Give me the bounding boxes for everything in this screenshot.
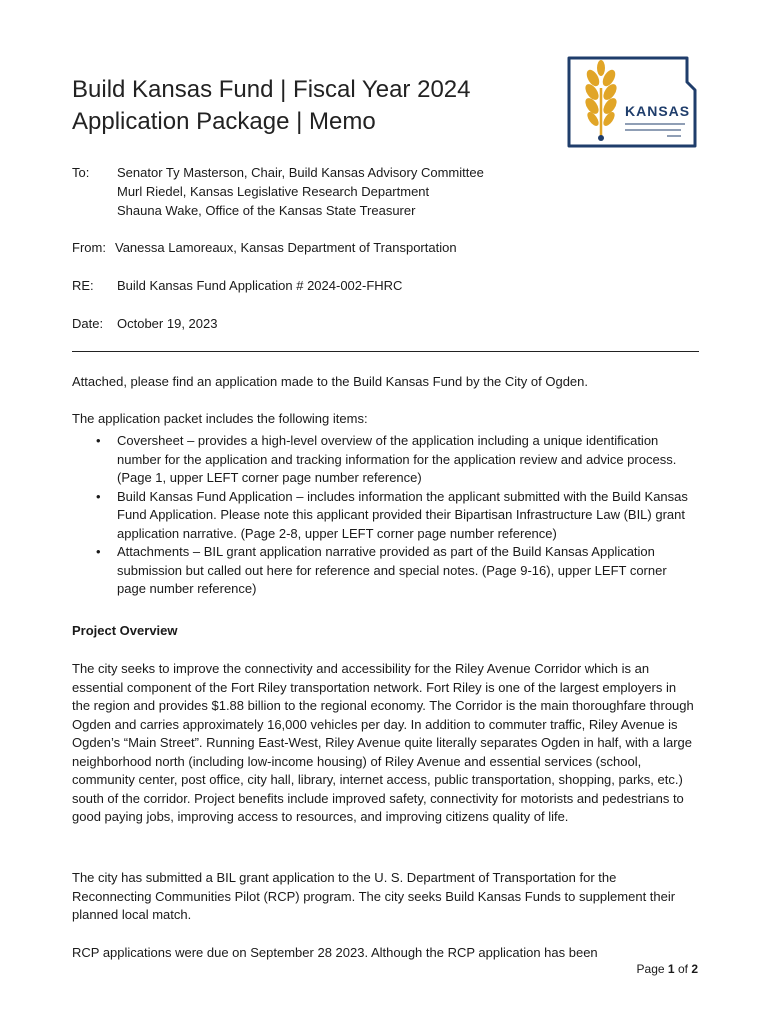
overview-text-3: RCP applications were due on September 28 2023. Although the RCP application has been (72, 945, 598, 960)
overview-paragraph-2 (72, 869, 697, 925)
overview-paragraph-3 (72, 944, 697, 963)
date-label: Date: (72, 316, 104, 331)
title-line-2: Application Package | Memo (72, 108, 376, 135)
to-label: To: (72, 165, 90, 180)
re-label: RE: (72, 278, 94, 293)
wheat-on-kansas-map-icon (555, 52, 705, 150)
recipient-2: Murl Riedel, Kansas Legislative Research Department (117, 184, 430, 199)
of-word: of (677, 962, 688, 976)
overview-text-2: The city has submitted a BIL grant application to the U. S. Department of Transportation for the Reconnecting Communities Pilot (RCP) program. The city seeks Build Kansas Funds to supplement their planned local match. (72, 870, 676, 922)
recipient-1: Senator Ty Masterson, Chair, Build Kansas Advisory Committee (117, 165, 484, 180)
memo-re-row (72, 276, 403, 295)
page-number (637, 962, 698, 976)
intro-paragraph (72, 373, 697, 392)
memo-date-row (72, 314, 218, 333)
date-value: October 19, 2023 (117, 316, 218, 331)
page-title (72, 74, 532, 138)
packet-items-list (72, 432, 697, 599)
packet-intro-paragraph (72, 410, 697, 429)
build-kansas-logo (555, 52, 705, 150)
intro-text: Attached, please find an application made to the Build Kansas Fund by the City of Ogden. (72, 374, 588, 389)
list-item-text: Build Kansas Fund Application – includes information the applicant submitted with the Build Kansas Fund Application. Please note this applicant provided their Bipartisan Infrastructure Law (BIL) grant application narrative. (Page 2-8, upper LEFT corner page number reference) (117, 488, 688, 541)
memo-recipients (117, 163, 484, 220)
list-item-text: Coversheet – provides a high-level overview of the application including a unique identification number for the application and tracking information for the application review and advice process. (Page 1, upper LEFT corner page number reference) (117, 433, 677, 485)
title-line-1: Build Kansas Fund | Fiscal Year 2024 (72, 76, 471, 103)
list-item (72, 432, 697, 488)
from-label: From: (72, 240, 106, 255)
overview-paragraph-1 (72, 660, 697, 827)
memo-from-row (72, 238, 457, 257)
page-word: Page (636, 962, 665, 976)
overview-text-1: The city seeks to improve the connectivity and accessibility for the Riley Avenue Corridor which is an essential component of the Fort Riley transportation network. Fort Riley is one of the largest employers in the region and provides $1.88 billion to the regional economy. The Corridor is the main thoroughfare through Ogden and carries approximately 16,000 vehicles per day. In addition to commuter traffic, Riley Avenue is Ogden’s “Main Street”. Running East-West, Riley Avenue quite literally separates Ogden in half, with a large neighborhood north (including low-income housing) of Riley Avenue and essential services (school, community center, post office, city hall, library, internet access, public transportation, shopping, parks, etc.) south of the corridor. Project benefits include improved safety, connectivity for motorists and pedestrians to good paying jobs, improving access to resources, and improving citizens quality of life. (72, 661, 694, 824)
section-heading: Project Overview (72, 623, 178, 638)
bullet-icon: • (96, 433, 101, 448)
packet-intro-text: The application packet includes the following items: (72, 411, 368, 426)
recipient-3: Shauna Wake, Office of the Kansas State Treasurer (117, 203, 416, 218)
bullet-icon: • (96, 488, 101, 504)
re-value: Build Kansas Fund Application # 2024-002-FHRC (117, 278, 403, 293)
svg-text:KANSAS: KANSAS (625, 103, 691, 119)
header-divider (72, 351, 699, 352)
bullet-icon: • (96, 544, 101, 559)
memo-to-row (72, 163, 117, 182)
list-item (72, 543, 697, 599)
current-page: 1 (667, 962, 675, 976)
list-item (72, 488, 697, 544)
total-pages: 2 (691, 962, 698, 976)
list-item-text: Attachments – BIL grant application narrative provided as part of the Build Kansas Application submission but called out here for reference and special notes. (Page 9-16), upper LEFT corner page number reference) (117, 544, 667, 596)
from-value: Vanessa Lamoreaux, Kansas Department of Transportation (115, 240, 457, 255)
